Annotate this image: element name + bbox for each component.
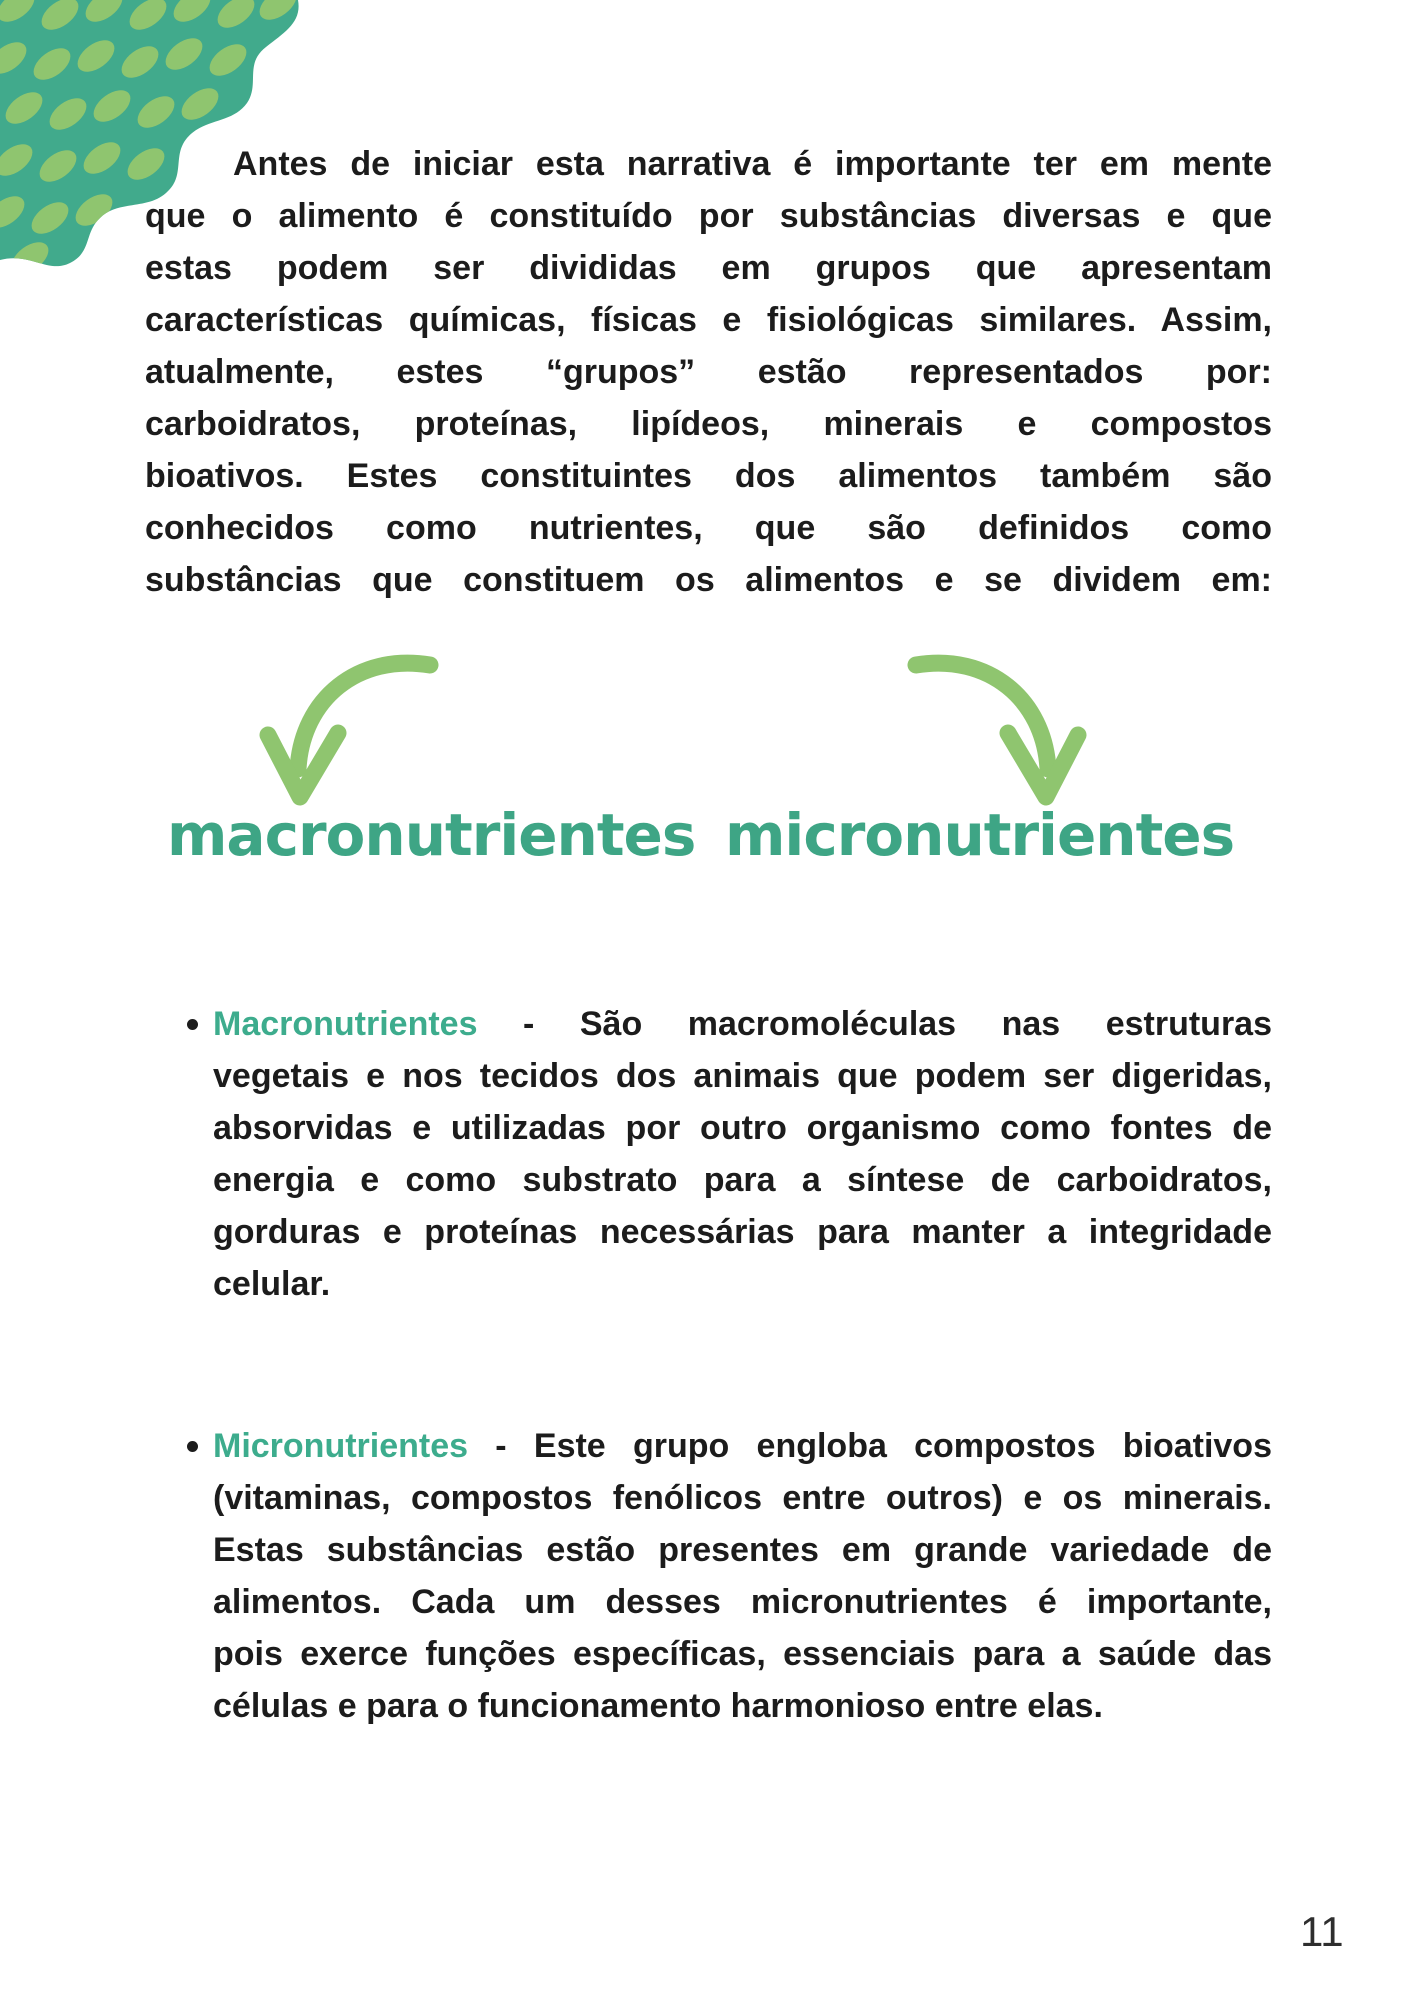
- text-line: (vitaminas, compostos fenólicos entre outros) e os minerais.: [213, 1479, 1272, 1517]
- text-line: Antes de iniciar esta narrativa é importante ter em mente: [233, 145, 1272, 183]
- page-number: 11: [1300, 1908, 1344, 1955]
- text-line: atualmente, estes “grupos” estão representados por:: [145, 353, 1272, 391]
- micronutrientes-bullet-item: [185, 1420, 1272, 1732]
- text-line: células e para o funcionamento harmonioso entre elas.: [213, 1687, 1103, 1725]
- micronutrientes-label: micronutrientes: [725, 801, 1235, 869]
- curved-arrow-down-left-icon: [258, 653, 448, 813]
- term-heading: Macronutrientes: [213, 1005, 478, 1043]
- text-line: Macronutrientes - São macromoléculas nas estruturas: [213, 1005, 1272, 1043]
- text-line: carboidratos, proteínas, lipídeos, minerais e compostos: [145, 405, 1272, 443]
- macronutrientes-label: macronutrientes: [167, 801, 696, 869]
- term-heading: Micronutrientes: [213, 1427, 469, 1465]
- text-line: características químicas, físicas e fisiológicas similares. Assim,: [145, 301, 1272, 339]
- text-line: celular.: [213, 1265, 331, 1303]
- bullet-marker: [187, 1019, 198, 1030]
- bullet-marker: [187, 1441, 198, 1452]
- micronutrientes-definition: [213, 1420, 1272, 1732]
- macronutrientes-bullet-item: [185, 998, 1272, 1310]
- intro-paragraph: [145, 138, 1272, 606]
- text-line: absorvidas e utilizadas por outro organismo como fontes de: [213, 1109, 1272, 1147]
- text-line: conhecidos como nutrientes, que são definidos como: [145, 509, 1272, 547]
- text-line: estas podem ser divididas em grupos que apresentam: [145, 249, 1272, 287]
- text-line: Micronutrientes - Este grupo engloba compostos bioativos: [213, 1427, 1272, 1465]
- text-line: que o alimento é constituído por substâncias diversas e que: [145, 197, 1272, 235]
- text-line: gorduras e proteínas necessárias para manter a integridade: [213, 1213, 1272, 1251]
- text-line: vegetais e nos tecidos dos animais que podem ser digeridas,: [213, 1057, 1272, 1095]
- macronutrientes-definition: [213, 998, 1272, 1310]
- text-line: bioativos. Estes constituintes dos alimentos também são: [145, 457, 1272, 495]
- text-line: pois exerce funções específicas, essenciais para a saúde das: [213, 1635, 1272, 1673]
- text-line: Estas substâncias estão presentes em grande variedade de: [213, 1531, 1272, 1569]
- text-line: substâncias que constituem os alimentos e se dividem em:: [145, 561, 1272, 599]
- curved-arrow-down-right-icon: [898, 653, 1088, 813]
- text-line: alimentos. Cada um desses micronutrientes é importante,: [213, 1583, 1272, 1621]
- text-line: energia e como substrato para a síntese de carboidratos,: [213, 1161, 1272, 1199]
